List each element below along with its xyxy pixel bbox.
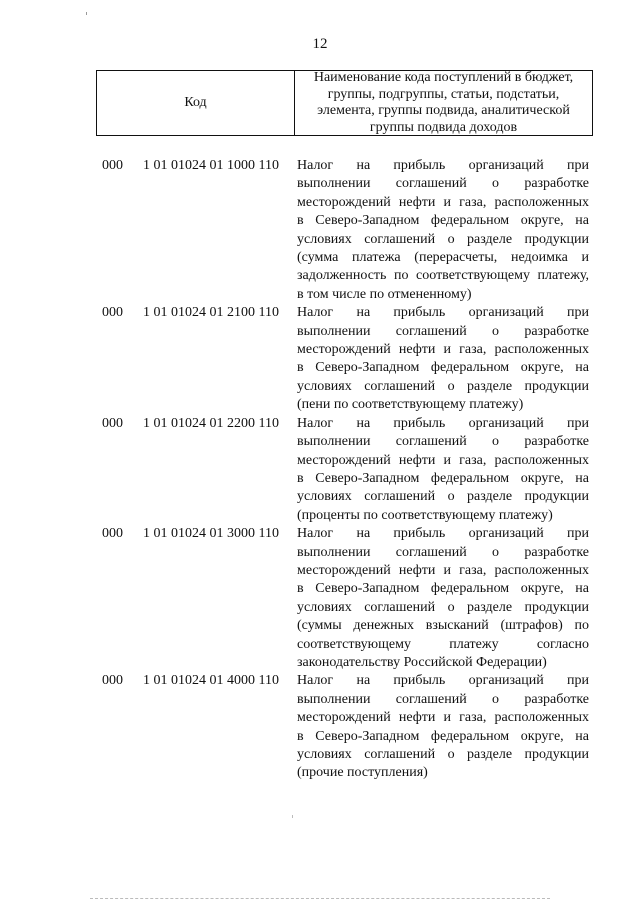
description-line: задолженность по соответствующему платежу, xyxy=(297,268,589,284)
description-line: выполнении соглашений о разработке xyxy=(297,691,589,707)
description-line: Налог на прибыль организаций при xyxy=(297,673,589,689)
description-line: условиях соглашений о разделе продукции xyxy=(297,489,589,505)
description-line: месторождений нефти и газа, расположенных xyxy=(297,452,589,468)
admin-code: 000 xyxy=(102,305,123,321)
description-line: в Северо-Западном федеральном округе, на xyxy=(297,360,589,376)
scan-mark xyxy=(292,815,293,818)
table-row xyxy=(0,525,640,672)
description-line: условиях соглашений о разделе продукции xyxy=(297,378,589,394)
description-line: условиях соглашений о разделе продукции xyxy=(297,747,589,762)
table-row xyxy=(0,157,640,304)
description-line: в Северо-Западном федеральном округе, на xyxy=(297,728,589,744)
description-line: выполнении соглашений о разработке xyxy=(297,544,589,560)
budget-code: 1 01 01024 01 2200 110 xyxy=(143,415,279,431)
description-line: выполнении соглашений о разработке xyxy=(297,176,589,192)
budget-code: 1 01 01024 01 3000 110 xyxy=(143,526,279,542)
description-line: Налог на прибыль организаций при xyxy=(297,415,589,431)
description-line: (сумма платежа (перерасчеты, недоимка и xyxy=(297,250,589,266)
scan-edge xyxy=(90,898,550,901)
code-description xyxy=(297,157,589,304)
table-header xyxy=(96,70,593,136)
description-line: законодательству Российской Федерации) xyxy=(297,654,547,670)
description-line: в Северо-Западном федеральном округе, на xyxy=(297,581,589,597)
description-line: (пени по соответствующему платежу) xyxy=(297,397,524,413)
description-line: выполнении соглашений о разработке xyxy=(297,323,589,339)
budget-code: 1 01 01024 01 4000 110 xyxy=(143,673,279,689)
description-line: (суммы денежных взысканий (штрафов) по xyxy=(297,618,589,634)
code-description xyxy=(297,672,589,782)
admin-code: 000 xyxy=(102,673,123,689)
description-line: месторождений нефти и газа, расположенных xyxy=(297,710,589,726)
budget-code: 1 01 01024 01 1000 110 xyxy=(143,158,279,173)
page-number: 12 xyxy=(312,36,328,52)
description-line: Налог на прибыль организаций при xyxy=(297,158,589,173)
description-line: (проценты по соответствующему платежу) xyxy=(297,507,553,523)
description-line: в Северо-Западном федеральном округе, на xyxy=(297,213,589,229)
code-description xyxy=(297,304,589,414)
header-name-cell: Наименование кода поступлений в бюджет, группы, подгруппы, статьи, подстатьи, элемента, группы подвида, аналитической группы подвида доходов xyxy=(313,70,574,135)
code-description xyxy=(297,525,589,672)
table-row xyxy=(0,672,640,782)
admin-code: 000 xyxy=(102,158,123,173)
description-line: Налог на прибыль организаций при xyxy=(297,526,589,542)
description-line: соответствующему платежу согласно xyxy=(297,636,589,652)
description-line: Налог на прибыль организаций при xyxy=(297,305,589,321)
scan-mark xyxy=(86,12,87,15)
description-line: условиях соглашений о разделе продукции xyxy=(297,231,589,247)
code-description xyxy=(297,415,589,525)
budget-code: 1 01 01024 01 2100 110 xyxy=(143,305,279,321)
description-line: месторождений нефти и газа, расположенных xyxy=(297,194,589,210)
table-body xyxy=(0,157,640,783)
description-line: в Северо-Западном федеральном округе, на xyxy=(297,470,589,486)
description-line: условиях соглашений о разделе продукции xyxy=(297,599,589,615)
description-line: в том числе по отмененному) xyxy=(297,286,472,302)
admin-code: 000 xyxy=(102,526,123,542)
description-line: (прочие поступления) xyxy=(297,765,428,781)
description-line: месторождений нефти и газа, расположенных xyxy=(297,562,589,578)
table-row xyxy=(0,415,640,525)
table-row xyxy=(0,304,640,414)
admin-code: 000 xyxy=(102,415,123,431)
description-line: месторождений нефти и газа, расположенных xyxy=(297,342,589,358)
description-line: выполнении соглашений о разработке xyxy=(297,434,589,450)
header-code-cell: Код xyxy=(97,71,295,135)
